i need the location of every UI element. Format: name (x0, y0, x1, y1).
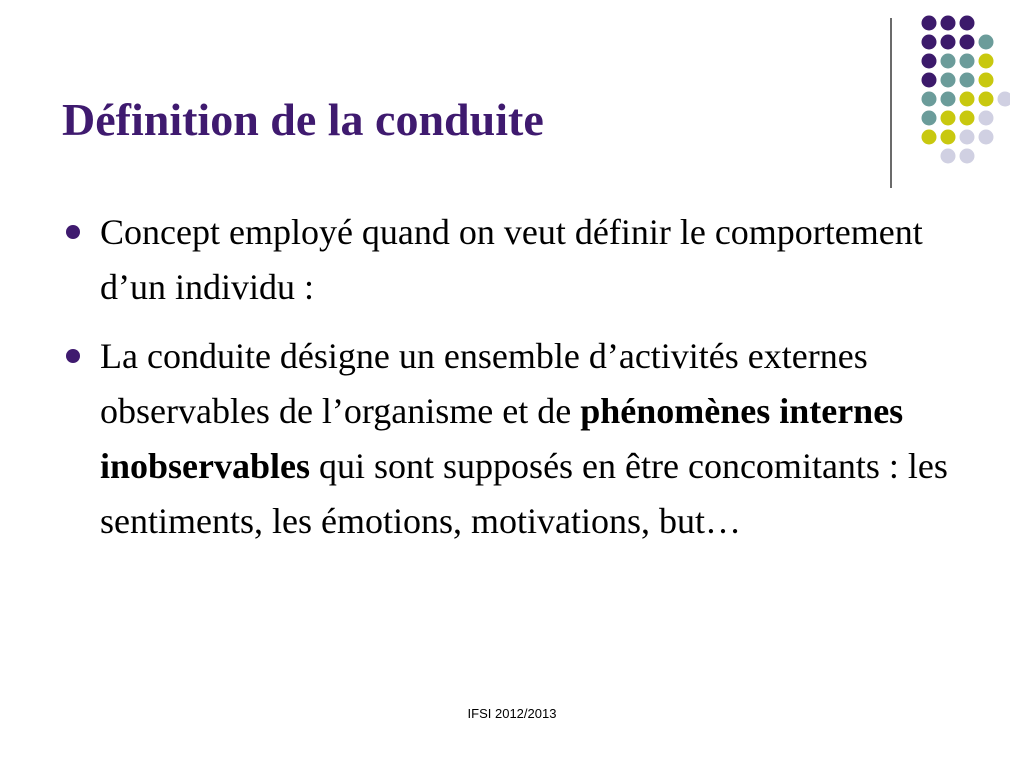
decorative-dot (922, 35, 937, 50)
decorative-dot (979, 73, 994, 88)
decorative-divider (890, 18, 892, 188)
decorative-dot (941, 111, 956, 126)
decorative-dot (941, 92, 956, 107)
decorative-dot (922, 130, 937, 145)
decorative-dot (960, 16, 975, 31)
decorative-dot (960, 130, 975, 145)
decorative-dot (979, 35, 994, 50)
decorative-dot (941, 54, 956, 69)
bullet-item (62, 329, 982, 549)
bullet-emphasis: phénomènes internes inobservables (100, 391, 904, 486)
decorative-dot (998, 92, 1011, 107)
decorative-dot (941, 149, 956, 164)
decorative-dot (979, 130, 994, 145)
slide-title: Définition de la conduite (62, 94, 544, 145)
decorative-dot (922, 111, 937, 126)
decorative-dot (922, 16, 937, 31)
decorative-dot (941, 73, 956, 88)
decorative-dot (979, 92, 994, 107)
bullet-dot-icon (66, 349, 80, 363)
decorative-dot (960, 73, 975, 88)
bullet-dot-icon (66, 225, 80, 239)
decorative-dot (979, 111, 994, 126)
decorative-dot (960, 92, 975, 107)
decorative-dot (941, 16, 956, 31)
decorative-dot (960, 54, 975, 69)
bullet-text: La conduite désigne un ensemble d’activités externes observables de l’organisme et de (100, 336, 868, 431)
decorative-dot (979, 54, 994, 69)
decorative-dot (922, 54, 937, 69)
decorative-dot (960, 35, 975, 50)
bullet-text: Concept employé quand on veut définir le comportement d’un individu : (100, 212, 923, 307)
bullet-text-continued: qui sont supposés en être concomitants : les sentiments, les émotions, motivations, but… (100, 446, 948, 541)
decorative-dot (960, 111, 975, 126)
decorative-dot (941, 35, 956, 50)
footer-text: IFSI 2012/2013 (467, 706, 557, 721)
decorative-dot (922, 73, 937, 88)
decorative-dot (922, 92, 937, 107)
bullet-item (62, 205, 982, 315)
decorative-dot (960, 149, 975, 164)
decorative-dot-grid (900, 8, 1010, 178)
bullet-list (62, 205, 982, 563)
decorative-dot (941, 130, 956, 145)
